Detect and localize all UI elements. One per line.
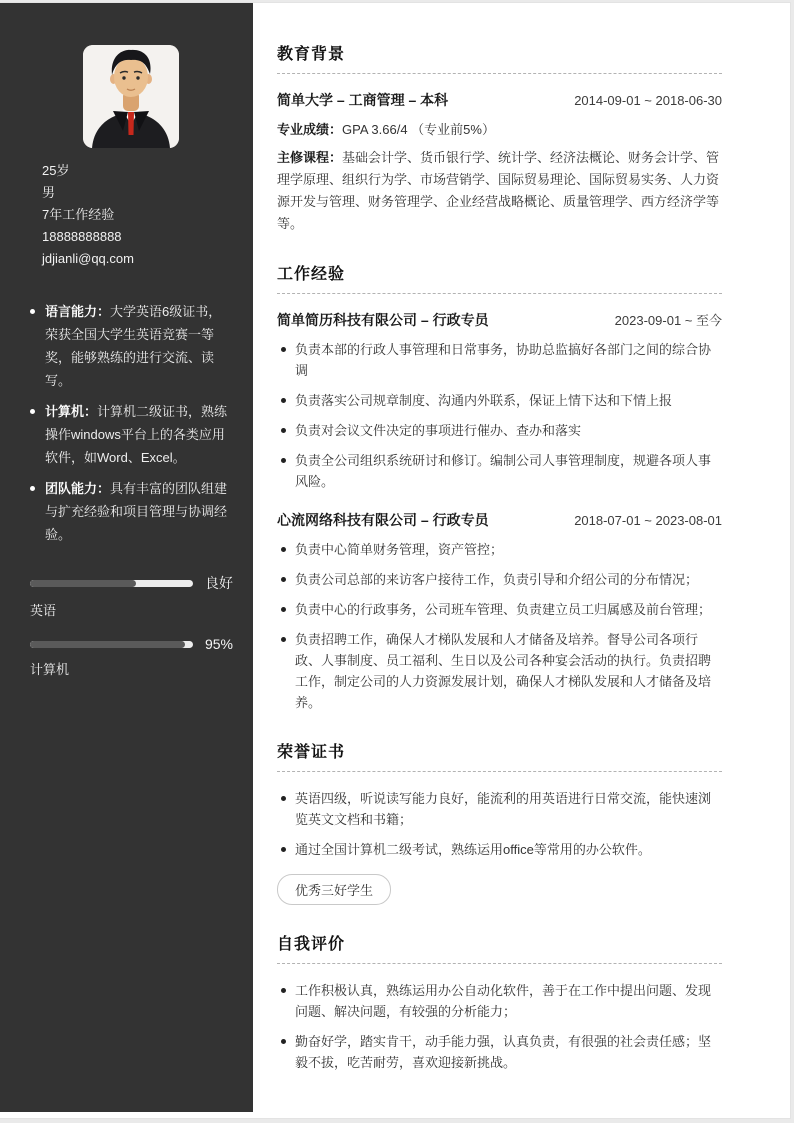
resume-page: [0, 2, 791, 1119]
skill-bar-computer: [30, 636, 233, 678]
job-duty: 负责对会议文件决定的事项进行催办、查办和落实: [277, 420, 722, 441]
skills-summary-list: [28, 300, 233, 546]
section-honors: [277, 739, 722, 905]
skill-bar-english: [30, 573, 233, 619]
job-duties-list: [277, 339, 722, 492]
progress-track: [30, 641, 193, 648]
phone-number: 18888888888: [42, 229, 122, 244]
section-divider: [277, 771, 722, 772]
section-title-honors: 荣誉证书: [277, 744, 346, 761]
section-divider: [277, 73, 722, 74]
job-date-range: 2018-07-01 ~ 2023-08-01: [574, 513, 722, 528]
section-divider: [277, 963, 722, 964]
sidebar: [0, 3, 253, 1112]
gpa-value: GPA 3.66/4 （专业前5%）: [342, 122, 495, 137]
section-education: [277, 41, 722, 235]
skill-name: 计算机: [30, 662, 70, 677]
courses-paragraph: [277, 147, 722, 235]
section-divider: [277, 293, 722, 294]
skill-name: 英语: [30, 603, 57, 618]
courses-label: 主修课程：: [277, 150, 343, 165]
job-date-range: 2023-09-01 ~ 至今: [614, 313, 722, 328]
honor-badge: 优秀三好学生: [277, 874, 391, 905]
skill-bars: [30, 573, 233, 678]
skill-label: 计算机：: [45, 404, 98, 419]
job-duty: 负责落实公司规章制度、沟通内外联系，保证上情下达和下情上报: [277, 390, 722, 411]
list-item-language-skill: [28, 300, 233, 392]
section-self-evaluation: [277, 931, 722, 1073]
gpa-label: 专业成绩：: [277, 122, 343, 137]
avatar-illustration: [83, 45, 179, 148]
job-duties-list: [277, 539, 722, 713]
company-position: 简单简历科技有限公司 – 行政专员: [277, 312, 489, 328]
job-header-row: [277, 510, 722, 530]
skill-text: 具有丰富的团队组建与扩充经验和项目管理与协调经验。: [45, 481, 228, 542]
job-duty: 负责中心简单财务管理，资产管控；: [277, 539, 722, 560]
gender: 男: [42, 185, 56, 200]
self-eval-item: 工作积极认真，熟练运用办公自动化软件，善于在工作中提出问题、发现问题、解决问题，有较强的分析能力；: [277, 980, 722, 1022]
section-title-work: 工作经验: [277, 266, 346, 283]
skill-level-label: 95%: [204, 636, 233, 652]
list-item-computer-skill: [28, 400, 233, 469]
self-eval-item: 勤奋好学，踏实肯干，动手能力强，认真负责，有很强的社会责任感；坚毅不拔，吃苦耐劳，喜欢迎接新挑战。: [277, 1031, 722, 1073]
job-duty: 负责全公司组织系统研讨和修订。编制公司人事管理制度，规避各项人事风险。: [277, 450, 722, 492]
honor-item: 通过全国计算机二级考试，熟练运用office等常用的办公软件。: [277, 839, 722, 860]
skill-text: 大学英语6级证书，荣获全国大学生英语竞赛一等奖，能够熟练的进行交流、读写。: [45, 304, 222, 388]
progress-fill: [30, 580, 136, 587]
honors-list: [277, 788, 722, 860]
skill-label: 团队能力：: [45, 481, 111, 496]
profile-photo: [83, 45, 179, 148]
company-position: 心流网络科技有限公司 – 行政专员: [277, 512, 489, 528]
skill-label: 语言能力：: [45, 304, 111, 319]
courses-text: 基础会计学、货币银行学、统计学、经济法概论、财务会计学、管理学原理、组织行为学、市场营销学、国际贸易理论、国际贸易实务、人力资源开发与管理、财务管理学、企业经营战略概论、质量管理学、西方经济学等等。: [277, 150, 720, 231]
job-duty: 负责本部的行政人事管理和日常事务，协助总监搞好各部门之间的综合协调: [277, 339, 722, 381]
school-degree: 简单大学 – 工商管理 – 本科: [277, 92, 449, 108]
honor-item: 英语四级，听说读写能力良好，能流利的用英语进行日常交流，能快速浏览英文文档和书籍；: [277, 788, 722, 830]
list-item-teamwork-skill: [28, 477, 233, 546]
education-date-range: 2014-09-01 ~ 2018-06-30: [574, 93, 722, 108]
job-header-row: [277, 310, 722, 330]
job-entry-2: [277, 510, 722, 713]
skill-level-label: 良好: [205, 575, 233, 591]
progress-track: [30, 580, 193, 587]
job-duty: 负责招聘工作，确保人才梯队发展和人才储备及培养。督导公司各项行政、人事制度、员工福利、生日以及公司各种宴会活动的执行。负责招聘工作，制定公司的人力资源发展计划，确保人才梯队发展和人才储备及培养。: [277, 629, 722, 713]
experience-years: 7年工作经验: [42, 207, 115, 222]
progress-fill: [30, 641, 185, 648]
job-duty: 负责公司总部的来访客户接待工作，负责引导和介绍公司的分布情况；: [277, 569, 722, 590]
main-content: [253, 3, 790, 1118]
contact-info: [42, 160, 233, 270]
section-title-self-eval: 自我评价: [277, 936, 346, 953]
job-duty: 负责中心的行政事务，公司班车管理、负责建立员工归属感及前台管理；: [277, 599, 722, 620]
self-eval-list: [277, 980, 722, 1073]
education-header-row: [277, 90, 722, 110]
section-title-education: 教育背景: [277, 46, 346, 63]
section-work-experience: [277, 261, 722, 713]
email-address: jdjianli@qq.com: [42, 251, 134, 266]
job-entry-1: [277, 310, 722, 492]
age: 25岁: [42, 163, 70, 178]
gpa-line: [277, 119, 722, 141]
skill-text: 计算机二级证书，熟练操作windows平台上的各类应用软件，如Word、Excel。: [45, 404, 228, 465]
